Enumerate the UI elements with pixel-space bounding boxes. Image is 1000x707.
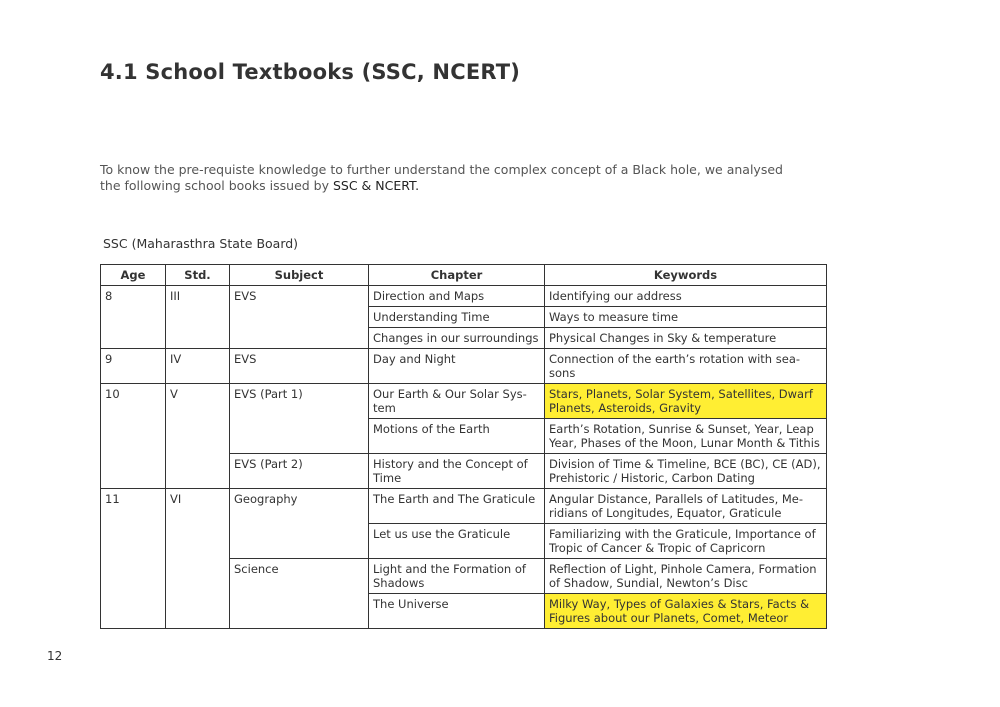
chapter-cell: Changes in our surroundings bbox=[369, 328, 545, 349]
age-cell: 8 bbox=[101, 286, 166, 349]
chapter-cell: The Earth and The Graticule bbox=[369, 489, 545, 524]
keywords-cell: Ways to measure time bbox=[545, 307, 827, 328]
keywords-cell: Reflection of Light, Pinhole Camera, Formation of Shadow, Sundial, Newton’s Disc bbox=[545, 559, 827, 594]
header-subject: Subject bbox=[230, 265, 369, 286]
subject-cell: EVS bbox=[230, 286, 369, 349]
page-title: 4.1 School Textbooks (SSC, NCERT) bbox=[100, 60, 521, 84]
textbook-table bbox=[100, 264, 827, 629]
subject-cell: EVS (Part 2) bbox=[230, 454, 369, 489]
keywords-cell: Connection of the earth’s rotation with sea-sons bbox=[545, 349, 827, 384]
age-cell: 11 bbox=[101, 489, 166, 629]
chapter-cell: Understanding Time bbox=[369, 307, 545, 328]
table-row bbox=[101, 349, 827, 384]
header-age: Age bbox=[101, 265, 166, 286]
table-header-row bbox=[101, 265, 827, 286]
intro-paragraph bbox=[100, 162, 800, 194]
std-cell: VI bbox=[166, 489, 230, 629]
chapter-cell: The Universe bbox=[369, 594, 545, 629]
header-chapter: Chapter bbox=[369, 265, 545, 286]
chapter-cell: Let us use the Graticule bbox=[369, 524, 545, 559]
std-cell: V bbox=[166, 384, 230, 489]
chapter-cell: Day and Night bbox=[369, 349, 545, 384]
subject-cell: EVS (Part 1) bbox=[230, 384, 369, 454]
subject-cell: EVS bbox=[230, 349, 369, 384]
subject-cell: Science bbox=[230, 559, 369, 629]
table-row bbox=[101, 286, 827, 307]
chapter-cell: History and the Concept of Time bbox=[369, 454, 545, 489]
table-row bbox=[101, 489, 827, 524]
keywords-cell: Earth’s Rotation, Sunrise & Sunset, Year, Leap Year, Phases of the Moon, Lunar Month & Tithis bbox=[545, 419, 827, 454]
keywords-cell: Familiarizing with the Graticule, Importance of Tropic of Cancer & Tropic of Capricorn bbox=[545, 524, 827, 559]
chapter-cell: Light and the Formation of Shadows bbox=[369, 559, 545, 594]
keywords-cell-highlighted: Stars, Planets, Solar System, Satellites, Dwarf Planets, Asteroids, Gravity bbox=[545, 384, 827, 419]
page-number: 12 bbox=[47, 649, 63, 663]
board-label: SSC (Maharasthra State Board) bbox=[103, 236, 299, 251]
keywords-cell: Division of Time & Timeline, BCE (BC), CE (AD), Prehistoric / Historic, Carbon Dating bbox=[545, 454, 827, 489]
header-std: Std. bbox=[166, 265, 230, 286]
intro-text: To know the pre-requiste knowledge to further understand the complex concept of a Black hole, we analysed the following school books issued by bbox=[100, 162, 783, 193]
age-cell: 10 bbox=[101, 384, 166, 489]
keywords-cell: Identifying our address bbox=[545, 286, 827, 307]
chapter-cell: Our Earth & Our Solar Sys-tem bbox=[369, 384, 545, 419]
chapter-cell: Motions of the Earth bbox=[369, 419, 545, 454]
age-cell: 9 bbox=[101, 349, 166, 384]
subject-cell: Geography bbox=[230, 489, 369, 559]
header-keywords: Keywords bbox=[545, 265, 827, 286]
table-row bbox=[101, 384, 827, 419]
keywords-cell: Angular Distance, Parallels of Latitudes, Me-ridians of Longitudes, Equator, Graticule bbox=[545, 489, 827, 524]
keywords-cell: Physical Changes in Sky & temperature bbox=[545, 328, 827, 349]
chapter-cell: Direction and Maps bbox=[369, 286, 545, 307]
std-cell: III bbox=[166, 286, 230, 349]
std-cell: IV bbox=[166, 349, 230, 384]
intro-emphasis: SSC & NCERT. bbox=[332, 178, 420, 193]
keywords-cell-highlighted: Milky Way, Types of Galaxies & Stars, Facts & Figures about our Planets, Comet, Meteor bbox=[545, 594, 827, 629]
